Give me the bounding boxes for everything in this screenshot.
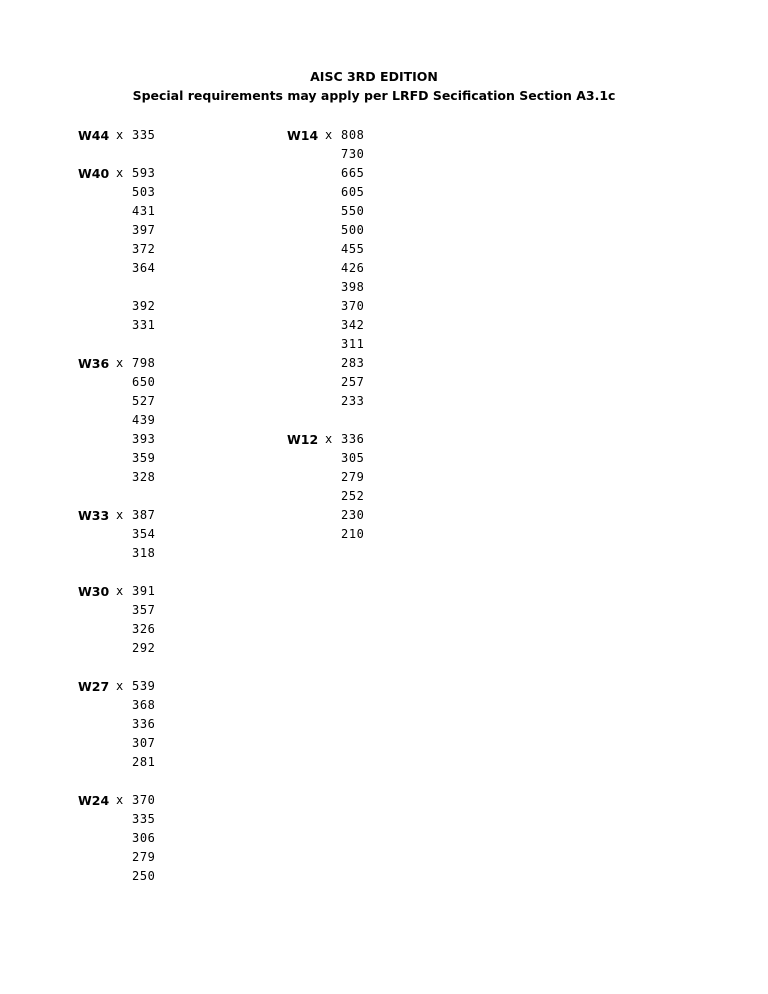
weight-value: 527 <box>132 394 156 408</box>
weight-value: 730 <box>341 147 365 161</box>
weight-value: 257 <box>341 375 365 389</box>
weight-value: 250 <box>132 869 156 883</box>
weight-value: 279 <box>132 850 156 864</box>
weight-value: 335 <box>132 812 156 826</box>
weight-value: 283 <box>341 356 365 370</box>
weight-value: 328 <box>132 470 156 484</box>
weight-value: 370 <box>132 793 156 807</box>
weight-value: 279 <box>341 470 365 484</box>
weight-value: 306 <box>132 831 156 845</box>
weight-value: 455 <box>341 242 365 256</box>
by-separator: x <box>116 356 124 370</box>
weight-value: 281 <box>132 755 156 769</box>
weight-value: 305 <box>341 451 365 465</box>
document-subtitle: Special requirements may apply per LRFD Secification Section A3.1c <box>132 88 616 103</box>
shape-designation: W36 <box>78 356 110 371</box>
by-separator: x <box>325 432 333 446</box>
weight-value: 370 <box>341 299 365 313</box>
weight-value: 336 <box>341 432 365 446</box>
weight-value: 335 <box>132 128 156 142</box>
weight-value: 336 <box>132 717 156 731</box>
weight-value: 357 <box>132 603 156 617</box>
weight-value: 252 <box>341 489 365 503</box>
weight-value: 539 <box>132 679 156 693</box>
weight-value: 233 <box>341 394 365 408</box>
by-separator: x <box>116 128 124 142</box>
shape-designation: W27 <box>78 679 110 694</box>
weight-value: 393 <box>132 432 156 446</box>
weight-value: 397 <box>132 223 156 237</box>
weight-value: 665 <box>341 166 365 180</box>
weight-value: 503 <box>132 185 156 199</box>
shape-designation: W33 <box>78 508 110 523</box>
weight-value: 398 <box>341 280 365 294</box>
weight-value: 372 <box>132 242 156 256</box>
weight-value: 307 <box>132 736 156 750</box>
weight-value: 331 <box>132 318 156 332</box>
by-separator: x <box>116 793 124 807</box>
weight-value: 550 <box>341 204 365 218</box>
document-title: AISC 3RD EDITION <box>310 69 438 84</box>
by-separator: x <box>116 508 124 522</box>
weight-value: 210 <box>341 527 365 541</box>
weight-value: 808 <box>341 128 365 142</box>
weight-value: 392 <box>132 299 156 313</box>
weight-value: 593 <box>132 166 156 180</box>
shape-designation: W44 <box>78 128 110 143</box>
weight-value: 230 <box>341 508 365 522</box>
by-separator: x <box>116 679 124 693</box>
weight-value: 431 <box>132 204 156 218</box>
shape-designation: W24 <box>78 793 110 808</box>
shape-designation: W12 <box>287 432 319 447</box>
weight-value: 359 <box>132 451 156 465</box>
weight-value: 342 <box>341 318 365 332</box>
weight-value: 354 <box>132 527 156 541</box>
weight-value: 798 <box>132 356 156 370</box>
weight-value: 391 <box>132 584 156 598</box>
weight-value: 426 <box>341 261 365 275</box>
weight-value: 318 <box>132 546 156 560</box>
shape-designation: W30 <box>78 584 110 599</box>
weight-value: 368 <box>132 698 156 712</box>
by-separator: x <box>325 128 333 142</box>
weight-value: 326 <box>132 622 156 636</box>
by-separator: x <box>116 166 124 180</box>
by-separator: x <box>116 584 124 598</box>
weight-value: 500 <box>341 223 365 237</box>
weight-value: 439 <box>132 413 156 427</box>
weight-value: 311 <box>341 337 365 351</box>
weight-value: 650 <box>132 375 156 389</box>
weight-value: 292 <box>132 641 156 655</box>
weight-value: 387 <box>132 508 156 522</box>
shape-designation: W14 <box>287 128 319 143</box>
weight-value: 605 <box>341 185 365 199</box>
shape-designation: W40 <box>78 166 110 181</box>
weight-value: 364 <box>132 261 156 275</box>
